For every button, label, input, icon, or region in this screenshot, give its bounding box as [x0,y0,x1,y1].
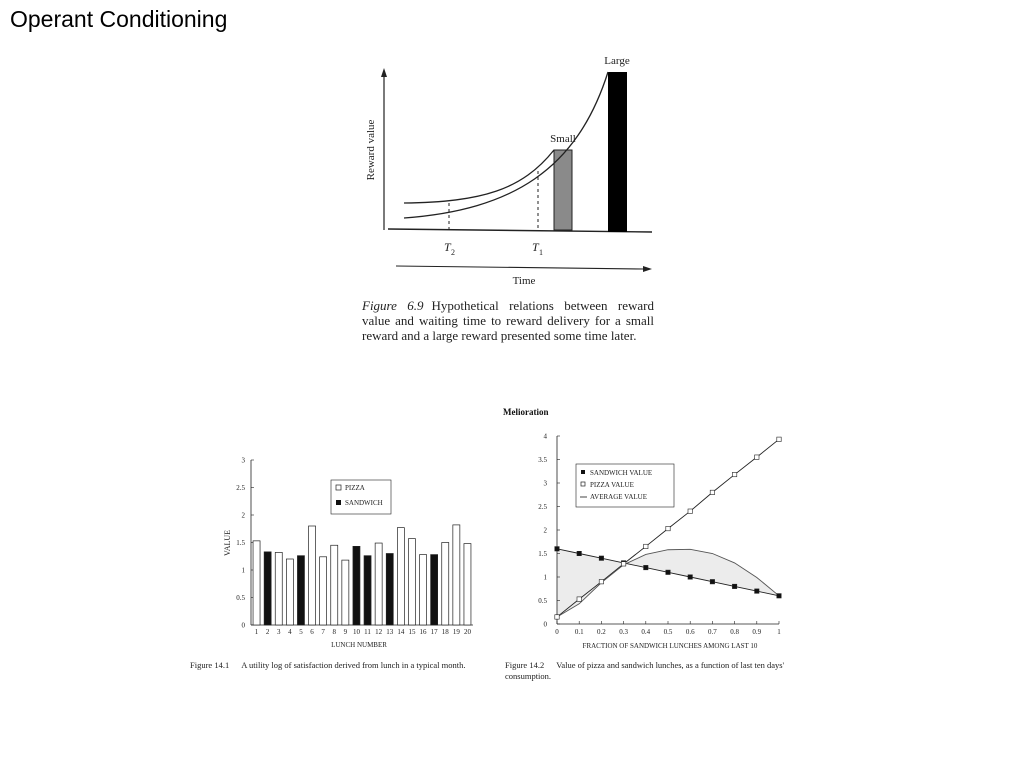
bar-pizza [464,544,471,625]
figure-14-2-text: Value of pizza and sandwich lunches, as a function of last ten days' consumption. [505,660,785,681]
figure-6-9-label: Figure 6.9 [362,298,424,313]
bar-pizza [420,555,427,625]
figure-6-9-diagram [362,50,652,290]
melioration-header: Melioration [503,407,549,417]
x-tick-label: 0 [555,628,559,636]
bar-pizza [320,557,327,625]
bars [253,525,471,625]
x-tick-label: 0.7 [708,628,717,636]
y-tick-label: 1 [241,566,245,575]
x-tick-label: 6 [310,628,314,636]
bar-pizza [342,560,349,625]
x-tick-label: 14 [397,628,405,636]
x-tick-label: 3 [277,628,281,636]
x-tick-label: 0.5 [663,628,673,636]
x-tick-label: 1 [254,628,259,636]
x-tick-label: 15 [408,628,416,636]
x-tick-label: 13 [386,628,394,636]
figure-6-9-caption [362,298,654,343]
y-axis-arrow-icon [381,68,387,77]
y-tick-label: 3.5 [538,456,547,464]
bar-sandwich [386,554,393,626]
y-tick-label: 0 [241,621,245,630]
x-tick-label: 5 [299,628,303,636]
t1-subscript: 1 [539,248,543,257]
sandwich-value-point [555,547,559,551]
bar-pizza [286,559,293,625]
y-tick-label: 2.5 [538,503,547,511]
y-axis-label: Reward value [365,119,377,181]
legend [576,464,674,507]
small-reward-bar [554,150,572,230]
pizza-value-point [777,437,781,441]
bar-pizza [408,539,415,625]
t2-label: T [444,240,451,254]
x-tick-label: 20 [463,628,471,636]
pizza-value-point [577,597,581,601]
t2-subscript: 2 [451,248,455,257]
x-tick-label: 19 [452,628,460,636]
x-axis-label: Time [512,275,536,287]
x-tick-label: 2 [265,628,270,636]
y-tick-label: 0.5 [236,594,245,602]
bar-sandwich [264,552,271,625]
pizza-value-point [644,544,648,548]
pizza-value-point [599,580,603,584]
figure-14-1-bar-chart [215,450,505,660]
legend-pizza-swatch [581,482,585,486]
x-tick-labels [255,628,472,636]
figure-14-2-line-chart [530,428,820,658]
figure-14-2-caption [505,660,825,682]
x-axis-label: FRACTION OF SANDWICH LUNCHES AMONG LAST 10 [582,642,758,650]
figure-6-9-text: Hypothetical relations between reward value and waiting time to reward delivery for a small reward and a large reward presented some time later. [362,298,655,343]
legend [331,480,391,514]
figure-14-1-text: A utility log of satisfaction derived from lunch in a typical month. [241,660,466,670]
figure-14-1-label: Figure 14.1 [190,660,230,670]
legend-pizza-label: PIZZA [345,484,365,492]
bar-pizza [331,545,338,625]
x-tick-label: 17 [430,628,438,636]
figure-14-1-caption [190,660,500,670]
legend-average-label: AVERAGE VALUE [590,493,647,501]
x-tick-label: 0.2 [597,628,606,636]
y-tick-label: 2.5 [236,484,245,492]
pizza-value-point [666,526,670,530]
bar-pizza [309,526,316,625]
bar-sandwich [297,556,304,625]
legend-sandwich-swatch [336,500,341,505]
shaded-region [557,549,779,617]
y-tick-label: 1.5 [236,539,245,547]
y-tick-label: 2 [241,511,245,520]
large-reward-label: Large [604,55,630,67]
bar-pizza [442,543,449,626]
time-arrow-line [396,266,644,269]
legend-sandwich-swatch [581,470,585,474]
bar-pizza [375,543,382,625]
x-tick-label: 8 [332,628,336,636]
x-tick-label: 10 [352,628,360,636]
slide-title: Operant Conditioning [10,6,228,32]
figure-14-2-label: Figure 14.2 [505,660,545,670]
sandwich-value-point [599,556,603,560]
x-tick-label: 4 [288,628,292,636]
x-tick-label: 0.9 [752,628,762,636]
pizza-value-point [732,472,736,476]
y-tick-label: 4 [543,432,547,441]
pizza-value-point [755,455,759,459]
x-tick-label: 0.6 [685,628,695,636]
x-tick-label: 0.3 [619,628,628,636]
sandwich-value-point [577,551,581,555]
x-tick-label: 18 [441,628,449,636]
small-reward-curve [404,150,554,203]
x-tick-label: 0.4 [641,628,651,636]
legend-sandwich-label: SANDWICH [345,499,383,507]
small-reward-label: Small [550,133,576,145]
sandwich-value-point [666,570,670,574]
sandwich-value-point [732,584,736,588]
time-arrow-icon [643,266,652,272]
x-tick-label: 1 [777,628,781,636]
x-tick-label: 12 [375,628,383,636]
large-reward-curve [404,72,608,218]
bar-pizza [275,552,282,625]
y-tick-label: 0 [543,620,547,629]
sandwich-value-point [644,565,648,569]
bar-pizza [397,528,404,625]
x-axis-label: LUNCH NUMBER [331,641,387,649]
pizza-value-point [688,509,692,513]
legend-sandwich-label: SANDWICH VALUE [590,469,653,477]
y-tick-label: 1.5 [538,550,547,558]
t1-label: T [532,240,539,254]
y-tick-label: 1 [543,573,547,582]
sandwich-value-point [777,594,781,598]
large-reward-bar [608,72,627,232]
x-tick-label: 7 [321,628,325,636]
pizza-value-point [555,615,559,619]
bar-sandwich [431,555,438,625]
sandwich-value-point [710,580,714,584]
x-tick-label: 16 [419,628,427,636]
pizza-value-point [710,490,714,494]
bar-pizza [453,525,460,625]
bar-pizza [253,541,260,625]
y-tick-label: 3 [543,479,547,488]
y-tick-label: 0.5 [538,597,547,605]
legend-pizza-label: PIZZA VALUE [590,481,634,489]
x-tick-label: 0.8 [730,628,739,636]
y-tick-label: 3 [241,456,245,465]
x-tick-label: 0.1 [574,628,584,636]
y-tick-label: 2 [543,526,547,535]
sandwich-value-point [755,589,759,593]
legend-pizza-swatch [336,485,341,490]
sandwich-value-point [688,575,692,579]
bar-sandwich [364,556,371,625]
x-tick-label: 11 [364,628,371,636]
x-tick-label: 9 [343,628,348,636]
bar-sandwich [353,546,360,625]
pizza-value-point [621,562,625,566]
y-axis-label: VALUE [223,529,232,557]
